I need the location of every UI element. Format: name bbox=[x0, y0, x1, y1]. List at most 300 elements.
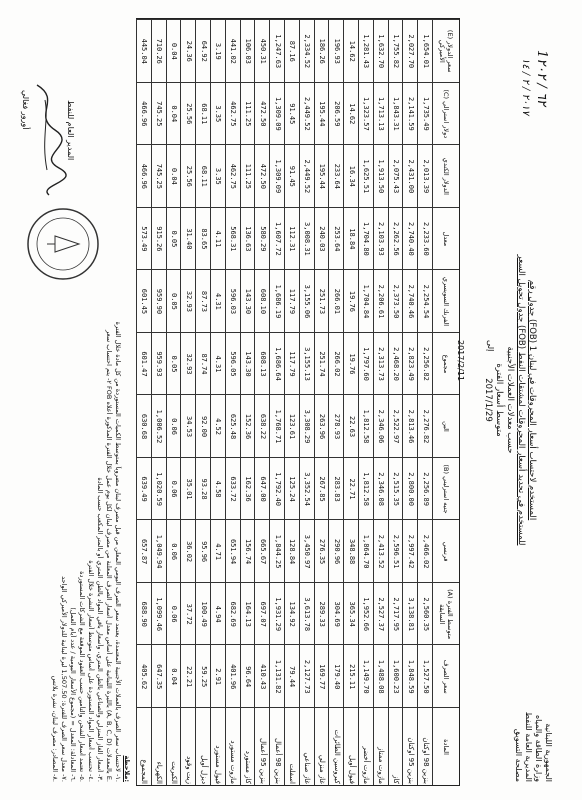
table-cell: 32.93 bbox=[181, 332, 196, 396]
table-row bbox=[210, 19, 226, 785]
row-product-name: الكبريت bbox=[167, 707, 182, 786]
table-cell: 2,522.97 bbox=[389, 394, 404, 458]
table-cell: 283.83 bbox=[329, 457, 344, 521]
table-cell: 401.96 bbox=[226, 644, 241, 708]
column-header: مجموع bbox=[433, 332, 459, 396]
table-cell: 2,256.82 bbox=[418, 332, 433, 396]
table-cell: 450.31 bbox=[255, 19, 270, 83]
letterhead bbox=[513, 712, 553, 782]
table-cell: 466.96 bbox=[137, 144, 152, 208]
note-line: ١- لاحتساب سعر الصرف بالعملات الأجنبية المعتمدة، يعتمد سعر الصرف اليومي المعلن من قبل مصرف لبنان مضروباً بمتوسط الكميات المستوردة من كل مادة خلال الفترة. bbox=[114, 321, 122, 782]
table-cell: 14.62 bbox=[344, 82, 359, 146]
signatory-title: المدير العام للنفط bbox=[66, 100, 75, 161]
column-header: الدولار الكندي bbox=[433, 144, 459, 208]
table-cell: 1,281.43 bbox=[359, 19, 374, 83]
directorate-name: المديرية العامة للنفط bbox=[524, 711, 533, 782]
row-product-name: بنزين 98 اوكتان bbox=[418, 707, 433, 786]
table-cell: 1,755.82 bbox=[389, 19, 404, 83]
table-row bbox=[269, 19, 285, 785]
table-cell: 2,127.73 bbox=[300, 644, 315, 708]
table-cell: 179.40 bbox=[329, 644, 344, 708]
table-cell: 682.69 bbox=[226, 582, 241, 646]
ministry-name: وزارة الطاقة والمياه bbox=[534, 714, 543, 782]
table-cell: 91.45 bbox=[285, 82, 300, 146]
table-cell: 3,155.13 bbox=[300, 332, 315, 396]
table-cell: 22.21 bbox=[181, 644, 196, 708]
table-cell: 568.31 bbox=[226, 207, 241, 271]
table-cell: 1,654.01 bbox=[418, 19, 433, 83]
table-cell: 2,800.00 bbox=[403, 457, 418, 521]
table-cell: 0.04 bbox=[167, 144, 182, 208]
table-cell: 472.50 bbox=[255, 82, 270, 146]
table-cell: 18.84 bbox=[344, 207, 359, 271]
table-cell: 445.04 bbox=[137, 19, 152, 83]
table-cell: 3.19 bbox=[211, 19, 226, 83]
table-cell: 2,413.52 bbox=[374, 519, 389, 583]
table-row bbox=[136, 19, 152, 785]
handwritten-date: ٢٠١٧ / ٢ / ١٤ bbox=[520, 58, 531, 116]
row-product-name: ديزل أويل bbox=[196, 707, 211, 786]
table-cell: 651.94 bbox=[226, 519, 241, 583]
table-cell: 3,155.06 bbox=[300, 269, 315, 333]
table-cell: 0.05 bbox=[167, 269, 182, 333]
table-cell: 601.47 bbox=[137, 332, 152, 396]
table-cell: 251.74 bbox=[315, 332, 330, 396]
table-cell: 665.67 bbox=[255, 519, 270, 583]
table-cell: 1,848.59 bbox=[403, 644, 418, 708]
table-cell: 405.62 bbox=[137, 644, 152, 708]
table-cell: 688.90 bbox=[137, 582, 152, 646]
table-cell: 441.02 bbox=[226, 19, 241, 83]
table-row bbox=[180, 19, 196, 785]
table-cell: 22.71 bbox=[344, 457, 359, 521]
table-cell: 1,131.82 bbox=[270, 644, 285, 708]
column-header: فرنسي bbox=[433, 519, 459, 583]
column-header: (E) سعر الدولار الأميركي bbox=[433, 19, 459, 83]
table-cell: 143.30 bbox=[241, 332, 256, 396]
table-cell: 1,952.66 bbox=[359, 582, 374, 646]
table-cell: 2,313.73 bbox=[374, 332, 389, 396]
period-label: متوسط أسعار الفترة bbox=[494, 363, 504, 437]
table-cell: 1,149.70 bbox=[359, 644, 374, 708]
table-cell: 251.73 bbox=[315, 269, 330, 333]
table-cell: 1,309.09 bbox=[270, 82, 285, 146]
column-header: معدل bbox=[433, 207, 459, 271]
table-cell: 25.56 bbox=[181, 144, 196, 208]
table-cell: 410.43 bbox=[255, 644, 270, 708]
table-cell: 68.11 bbox=[196, 144, 211, 208]
rotated-page bbox=[7, 10, 575, 790]
table-cell: 1,812.58 bbox=[359, 457, 374, 521]
table-cell: 263.96 bbox=[315, 394, 330, 458]
table-cell: 111.25 bbox=[241, 82, 256, 146]
table-cell: 4.58 bbox=[211, 457, 226, 521]
note-line: ٨- المصادر: مصرف لبنان، نشرة بلاتس. bbox=[51, 675, 59, 782]
table-cell: 2,334.52 bbox=[300, 19, 315, 83]
row-product-name: فيول مستورد bbox=[211, 707, 226, 786]
table-row bbox=[225, 19, 241, 785]
table-cell: 1,913.50 bbox=[374, 144, 389, 208]
table-cell: 164.13 bbox=[241, 582, 256, 646]
table-cell: 1,735.49 bbox=[418, 82, 433, 146]
row-product-name: كاز مستورد bbox=[241, 707, 256, 786]
table-cell: 68.11 bbox=[196, 82, 211, 146]
table-cell: 152.36 bbox=[241, 394, 256, 458]
table-cell: 0.04 bbox=[167, 82, 182, 146]
table-cell: 638.22 bbox=[255, 394, 270, 458]
table-cell: 2,141.59 bbox=[403, 82, 418, 146]
row-product-name: الكهرباء bbox=[152, 707, 167, 786]
table-cell: 289.33 bbox=[315, 582, 330, 646]
office-name: مصلحة التسويق bbox=[514, 728, 523, 782]
table-cell: 2,373.50 bbox=[389, 269, 404, 333]
table-cell: 0.06 bbox=[167, 582, 182, 646]
signatory-name: أورور فغالي bbox=[21, 90, 30, 130]
table-cell: 2,254.54 bbox=[418, 269, 433, 333]
table-cell: 136.63 bbox=[241, 207, 256, 271]
table-cell: 36.02 bbox=[181, 519, 196, 583]
table-cell: 697.07 bbox=[255, 582, 270, 646]
table-cell: 657.87 bbox=[137, 519, 152, 583]
table-cell: 1,488.08 bbox=[374, 644, 389, 708]
table-cell: 195.44 bbox=[315, 82, 330, 146]
table-cell: 156.74 bbox=[241, 519, 256, 583]
table-cell: 96.64 bbox=[241, 644, 256, 708]
table-cell: 1,797.60 bbox=[359, 332, 374, 396]
note-line: ٤- تحتسب أسعار المواد المستوردة على أساس متوسط أسعار النشرة خلال الفترة. bbox=[87, 560, 95, 782]
table-cell: 0.06 bbox=[167, 394, 182, 458]
table-cell: 117.79 bbox=[285, 269, 300, 333]
table-cell: 639.49 bbox=[137, 457, 152, 521]
table-cell: 1,686.64 bbox=[270, 332, 285, 396]
table-cell: 87.74 bbox=[196, 332, 211, 396]
table-cell: 1,812.58 bbox=[359, 394, 374, 458]
table-cell: 915.26 bbox=[152, 207, 167, 271]
table-cell: 266.01 bbox=[329, 269, 344, 333]
table-cell: 196.93 bbox=[329, 19, 344, 83]
table-cell: 365.34 bbox=[344, 582, 359, 646]
table-cell: 1,632.70 bbox=[374, 19, 389, 83]
column-header: (C) دولار استرالي bbox=[433, 82, 459, 146]
table-cell: 4.94 bbox=[211, 582, 226, 646]
table-cell: 16.34 bbox=[344, 144, 359, 208]
table-cell: 143.30 bbox=[241, 269, 256, 333]
table-row bbox=[299, 19, 315, 785]
table-cell: 608.10 bbox=[255, 269, 270, 333]
table-cell: 1,049.94 bbox=[152, 519, 167, 583]
table-cell: 2,740.40 bbox=[403, 207, 418, 271]
table-cell: 3,138.81 bbox=[403, 582, 418, 646]
date-range: 2017/1/29 bbox=[483, 378, 493, 422]
table-cell: 0.05 bbox=[167, 207, 182, 271]
table-cell: 2,276.82 bbox=[418, 394, 433, 458]
table-cell: 0.04 bbox=[167, 19, 182, 83]
table-cell: 630.68 bbox=[137, 394, 152, 458]
table-cell: 87.16 bbox=[285, 19, 300, 83]
table-cell: 3,308.29 bbox=[300, 394, 315, 458]
table-cell: 745.25 bbox=[152, 82, 167, 146]
note-line: ٢- يتم احتساب سعر FOB بالليرة اللبنانية على أساس معدل أسعار الصرف المعلنة من مصرف لبنان لكل يوم عمل خلال الفترة المذكورة أعلاه (A, B, C, D) بالمعدلات E. bbox=[105, 329, 113, 782]
table-cell: 1,704.80 bbox=[359, 207, 374, 271]
table-cell: 2,233.60 bbox=[418, 207, 433, 271]
table-cell: 596.03 bbox=[226, 269, 241, 333]
table-cell: 625.48 bbox=[226, 394, 241, 458]
table-cell: 1,020.59 bbox=[152, 457, 167, 521]
table-cell: 106.03 bbox=[241, 19, 256, 83]
table-cell: 290.96 bbox=[329, 519, 344, 583]
table-cell: 0.04 bbox=[167, 644, 182, 708]
table-cell: 596.05 bbox=[226, 332, 241, 396]
table-cell: 462.75 bbox=[226, 144, 241, 208]
table-cell: 601.45 bbox=[137, 269, 152, 333]
table-cell: 2,527.37 bbox=[374, 582, 389, 646]
table-cell: 1,704.84 bbox=[359, 269, 374, 333]
table-cell: 2,449.52 bbox=[300, 82, 315, 146]
table-cell: 3,008.31 bbox=[300, 207, 315, 271]
table-cell: 59.25 bbox=[196, 644, 211, 708]
title-line-3: حسب معدلات العملات الأجنبية bbox=[505, 346, 515, 454]
note-line: ٥- تعتمد أسعار الشحن والتأمين حسب العقود الموقعة مع الشركات المستوردة. bbox=[78, 571, 86, 782]
table-cell: 240.03 bbox=[315, 207, 330, 271]
table-cell: 2,560.35 bbox=[418, 582, 433, 646]
title-line-1: جدول رقم (FOB) 1 المستخدم لاحتساب أسعار المحروقات في لبنان bbox=[527, 279, 537, 521]
table-cell: 206.59 bbox=[329, 82, 344, 146]
table-cell: 3.35 bbox=[211, 144, 226, 208]
table-cell: 1,625.51 bbox=[359, 144, 374, 208]
document-title bbox=[482, 210, 537, 590]
table-cell: 1,768.71 bbox=[270, 394, 285, 458]
table-cell: 32.93 bbox=[181, 269, 196, 333]
table-cell: 2,717.95 bbox=[389, 582, 404, 646]
table-cell: 19.76 bbox=[344, 269, 359, 333]
row-product-name: فيول أويل bbox=[344, 707, 359, 786]
table-cell: 276.35 bbox=[315, 519, 330, 583]
row-product-name: بنزين 95 اوكتان bbox=[403, 707, 418, 786]
table-cell: 2,823.49 bbox=[403, 332, 418, 396]
column-header: سعر الصرف bbox=[433, 644, 459, 708]
to-label: إلى bbox=[486, 340, 495, 352]
table-header-row bbox=[432, 19, 459, 785]
table-row bbox=[284, 19, 300, 785]
table-cell: 215.11 bbox=[344, 644, 359, 708]
table-cell: 2,013.39 bbox=[418, 144, 433, 208]
table-cell: 2,740.46 bbox=[403, 269, 418, 333]
table-cell: 0.05 bbox=[167, 332, 182, 396]
table-cell: 959.90 bbox=[152, 269, 167, 333]
table-cell: 647.35 bbox=[152, 644, 167, 708]
note-line: ٣- أسعار الغاز المنزلي والصناعي بالطن المتري، وأسعار باقي المواد بالطن المتري أو بالمتر المكعب حسب المادة. bbox=[96, 477, 104, 782]
table-cell: 87.73 bbox=[196, 269, 211, 333]
table-cell: 4.31 bbox=[211, 269, 226, 333]
end-date: 2017/2/11 bbox=[456, 340, 465, 382]
table-cell: 162.36 bbox=[241, 457, 256, 521]
row-product-name: غاز منزلي bbox=[315, 707, 330, 786]
table-cell: 2,466.02 bbox=[418, 519, 433, 583]
table-cell: 2,596.51 bbox=[389, 519, 404, 583]
table-cell: 1,686.19 bbox=[270, 269, 285, 333]
table-cell: 2,997.42 bbox=[403, 519, 418, 583]
row-product-name: زيت وقود bbox=[181, 707, 196, 786]
table-row bbox=[358, 19, 374, 785]
table-cell: 959.93 bbox=[152, 332, 167, 396]
table-cell: 100.49 bbox=[196, 582, 211, 646]
table-cell: 4.31 bbox=[211, 332, 226, 396]
table-cell: 1,844.25 bbox=[270, 519, 285, 583]
row-product-name: اسفلت bbox=[285, 707, 300, 786]
handwritten-number: 1٦٢ / ٢٠٢ bbox=[534, 50, 549, 106]
row-product-name: مازوت ممتاز bbox=[374, 707, 389, 786]
handwritten-signature bbox=[27, 80, 67, 200]
table-cell: 3.35 bbox=[211, 82, 226, 146]
column-header: المادة bbox=[433, 707, 459, 786]
table-cell: 1,099.46 bbox=[152, 582, 167, 646]
table-cell: 2,346.06 bbox=[374, 394, 389, 458]
table-cell: 0.06 bbox=[167, 457, 182, 521]
note-line: ٦- المعادلة: المعدل = (مجموع الأسعار اليومية / عدد أيام العمل). bbox=[69, 607, 77, 782]
table-cell: 2,431.00 bbox=[403, 144, 418, 208]
table-cell: 22.63 bbox=[344, 394, 359, 458]
table-cell: 0.06 bbox=[167, 519, 182, 583]
table-cell: 233.64 bbox=[329, 144, 344, 208]
table-row bbox=[240, 19, 256, 785]
title-line-2: جدول تحويل السعر (FOB) للمستخدم في تحديد أسعار المحروقات لمشتقات النفط bbox=[516, 254, 526, 546]
table-cell: 117.79 bbox=[285, 332, 300, 396]
table-row bbox=[343, 19, 359, 785]
table-cell: 169.77 bbox=[315, 644, 330, 708]
table-cell: 24.36 bbox=[181, 19, 196, 83]
table-cell: 25.56 bbox=[181, 82, 196, 146]
table-cell: 112.31 bbox=[285, 207, 300, 271]
table-row bbox=[151, 19, 167, 785]
table-cell: 2,262.56 bbox=[389, 207, 404, 271]
table-cell: 125.24 bbox=[285, 457, 300, 521]
notes-title: ملاحظة: bbox=[123, 755, 131, 782]
table-cell: 1,247.63 bbox=[270, 19, 285, 83]
table-cell: 633.72 bbox=[226, 457, 241, 521]
table-cell: 31.40 bbox=[181, 207, 196, 271]
table-cell: 95.96 bbox=[196, 519, 211, 583]
column-header: (A) متوسط الفترة السابقة bbox=[433, 582, 459, 646]
column-header: الفرنك السويسري bbox=[433, 269, 459, 333]
table-cell: 2,206.61 bbox=[374, 269, 389, 333]
table-cell: 83.65 bbox=[196, 207, 211, 271]
row-product-name: مازوت أخضر bbox=[359, 707, 374, 786]
table-row bbox=[402, 19, 418, 785]
table-cell: 266.02 bbox=[329, 332, 344, 396]
table-cell: 19.76 bbox=[344, 332, 359, 396]
price-table bbox=[136, 18, 460, 786]
row-product-name: كاز bbox=[389, 707, 404, 786]
table-row bbox=[388, 19, 404, 785]
table-cell: 2,468.20 bbox=[389, 332, 404, 396]
table-cell: 3,613.78 bbox=[300, 582, 315, 646]
table-cell: 304.69 bbox=[329, 582, 344, 646]
table-row bbox=[166, 19, 182, 785]
column-header: الين bbox=[433, 394, 459, 458]
table-cell: 710.26 bbox=[152, 19, 167, 83]
table-cell: 134.92 bbox=[285, 582, 300, 646]
table-cell: 580.29 bbox=[255, 207, 270, 271]
table-cell: 35.01 bbox=[181, 457, 196, 521]
table-row bbox=[254, 19, 270, 785]
table-cell: 278.93 bbox=[329, 394, 344, 458]
table-cell: 92.00 bbox=[196, 394, 211, 458]
table-cell: 1,864.70 bbox=[359, 519, 374, 583]
table-cell: 3,450.97 bbox=[300, 519, 315, 583]
table-cell: 1,931.29 bbox=[270, 582, 285, 646]
table-cell: 745.25 bbox=[152, 144, 167, 208]
table-cell: 2,346.08 bbox=[374, 457, 389, 521]
table-cell: 186.26 bbox=[315, 19, 330, 83]
table-cell: 128.84 bbox=[285, 519, 300, 583]
row-product-name: المجموع bbox=[137, 707, 152, 786]
table-cell: 34.53 bbox=[181, 394, 196, 458]
table-cell: 1,309.09 bbox=[270, 144, 285, 208]
table-cell: 267.85 bbox=[315, 457, 330, 521]
table-cell: 1,607.72 bbox=[270, 207, 285, 271]
table-cell: 466.96 bbox=[137, 82, 152, 146]
official-stamp bbox=[25, 206, 101, 282]
table-cell: 253.64 bbox=[329, 207, 344, 271]
table-cell: 1,006.52 bbox=[152, 394, 167, 458]
row-product-name: كيروسين الطائرات bbox=[329, 707, 344, 786]
table-cell: 123.61 bbox=[285, 394, 300, 458]
row-product-name: غاز صناعي bbox=[300, 707, 315, 786]
table-cell: 64.92 bbox=[196, 19, 211, 83]
table-cell: 573.49 bbox=[137, 207, 152, 271]
table-cell: 647.00 bbox=[255, 457, 270, 521]
table-cell: 2,256.89 bbox=[418, 457, 433, 521]
table-cell: 348.88 bbox=[344, 519, 359, 583]
table-cell: 2,027.70 bbox=[403, 19, 418, 83]
table-row bbox=[373, 19, 389, 785]
table-cell: 2,075.43 bbox=[389, 144, 404, 208]
row-product-name: بنزين 98 أعمال bbox=[270, 707, 285, 786]
table-cell: 93.28 bbox=[196, 457, 211, 521]
table-cell: 195.44 bbox=[315, 144, 330, 208]
table-cell: 2.91 bbox=[211, 644, 226, 708]
table-cell: 1,713.13 bbox=[374, 82, 389, 146]
table-cell: 4.52 bbox=[211, 394, 226, 458]
table-row bbox=[195, 19, 211, 785]
table-cell: 472.50 bbox=[255, 144, 270, 208]
table-cell: 2,103.93 bbox=[374, 207, 389, 271]
table-cell: 91.45 bbox=[285, 144, 300, 208]
table-cell: 2,515.35 bbox=[389, 457, 404, 521]
table-cell: 4.11 bbox=[211, 207, 226, 271]
table-row bbox=[314, 19, 330, 785]
column-header: (B) جنيه استرليني bbox=[433, 457, 459, 521]
row-product-name: بنزين 95 أعمال bbox=[255, 707, 270, 786]
table-cell: 3,352.54 bbox=[300, 457, 315, 521]
handwritten-reference bbox=[509, 50, 549, 180]
table-cell: 2,449.52 bbox=[300, 144, 315, 208]
table-cell: 1,527.50 bbox=[418, 644, 433, 708]
table-cell: 79.44 bbox=[285, 644, 300, 708]
table-cell: 1,843.31 bbox=[389, 82, 404, 146]
table-cell: 1,600.23 bbox=[389, 644, 404, 708]
country-name: الجمهورية اللبنانية bbox=[544, 723, 553, 782]
table-cell: 462.75 bbox=[226, 82, 241, 146]
table-cell: 111.25 bbox=[241, 144, 256, 208]
table-cell: 14.62 bbox=[344, 19, 359, 83]
table-row bbox=[328, 19, 344, 785]
table-cell: 1,792.40 bbox=[270, 457, 285, 521]
table-cell: 1,323.57 bbox=[359, 82, 374, 146]
table-cell: 2,813.46 bbox=[403, 394, 418, 458]
table-cell: 37.72 bbox=[181, 582, 196, 646]
row-product-name: مازوت مستورد bbox=[226, 707, 241, 786]
